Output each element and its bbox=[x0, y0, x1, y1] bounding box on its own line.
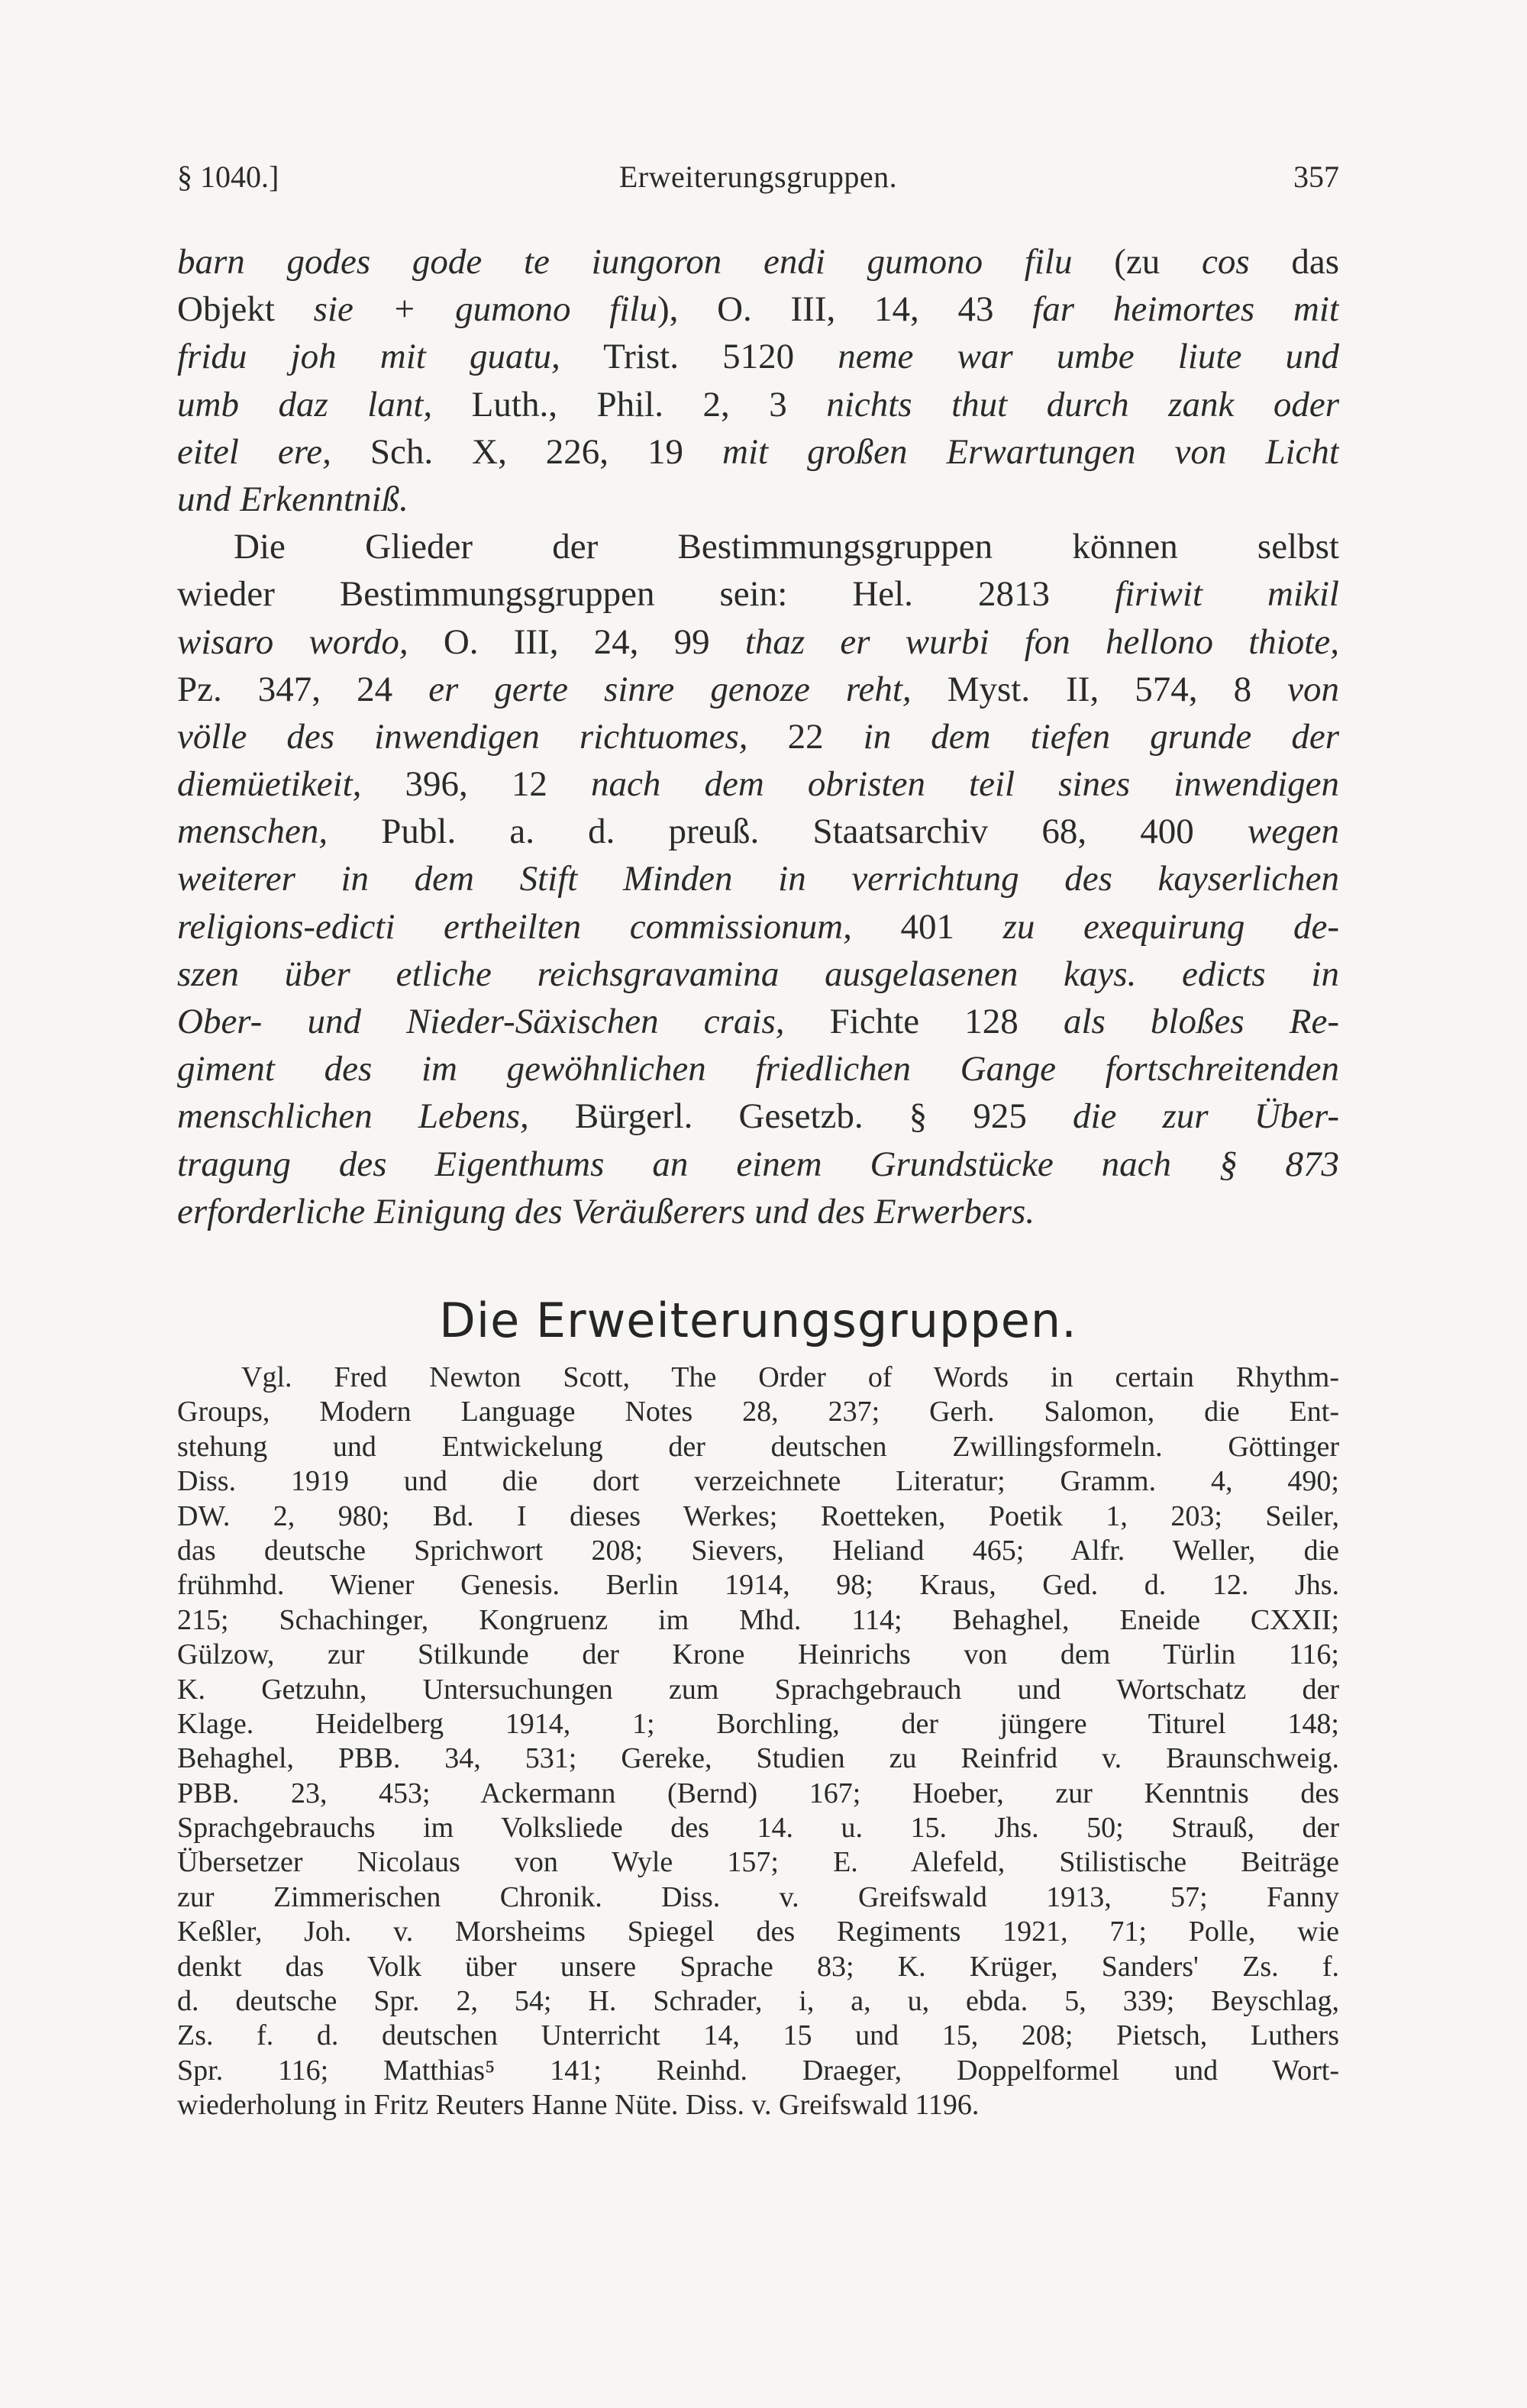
italic-quote: mit großen Erwartungen von Licht bbox=[722, 431, 1339, 472]
italic-quote: eitel ere, bbox=[177, 431, 331, 472]
text-line bbox=[177, 1188, 1339, 1235]
italic-quote: erforderliche Einigung des Veräußerers und des Erwerbers. bbox=[177, 1191, 1035, 1231]
italic-quote: cos bbox=[1201, 242, 1250, 282]
text-line bbox=[177, 713, 1339, 760]
italic-quote: giment des im gewöhnlichen friedlichen Gange fortschreitenden bbox=[177, 1049, 1339, 1089]
text-run: Fichte 128 bbox=[784, 1002, 1064, 1041]
italic-quote: fridu joh mit guatu, bbox=[177, 337, 560, 377]
text-line bbox=[177, 1093, 1339, 1140]
bibliography-line: zur Zimmerischen Chronik. Diss. v. Greifswald 1913, 57; Fanny bbox=[177, 1880, 1339, 1913]
text-run: Objekt bbox=[177, 289, 314, 330]
text-line bbox=[177, 666, 1339, 713]
bibliography-line: Klage. Heidelberg 1914, 1; Borchling, der jüngere Titurel 148; bbox=[177, 1707, 1339, 1740]
italic-quote: nach dem obristen teil sines inwendigen bbox=[591, 764, 1339, 805]
text-line bbox=[177, 1141, 1339, 1188]
bibliography-line: Behaghel, PBB. 34, 531; Gereke, Studien zu Reinfrid v. Braunschweig. bbox=[177, 1742, 1339, 1775]
bibliography-line: Diss. 1919 und die dort verzeichnete Literatur; Gramm. 4, 490; bbox=[177, 1465, 1339, 1498]
bibliography-line: Spr. 116; Matthias⁵ 141; Reinhd. Draeger, Doppelformel und Wort- bbox=[177, 2054, 1339, 2087]
italic-quote: thaz er wurbi fon hellono thiote, bbox=[744, 621, 1339, 662]
text-run: 22 bbox=[747, 716, 864, 757]
bibliography-line: denkt das Volk über unsere Sprache 83; K. Krüger, Sanders' Zs. f. bbox=[177, 1950, 1339, 1983]
text-line bbox=[177, 998, 1339, 1045]
text-line bbox=[177, 903, 1339, 951]
text-run: Pz. 347, 24 bbox=[177, 669, 429, 709]
italic-quote: menschlichen Lebens, bbox=[177, 1096, 529, 1137]
bibliography-line: DW. 2, 980; Bd. I dieses Werkes; Roetteken, Poetik 1, 203; Seiler, bbox=[177, 1499, 1339, 1532]
bibliography-line: Vgl. Fred Newton Scott, The Order of Words in certain Rhythm- bbox=[241, 1361, 1339, 1393]
text-line bbox=[177, 618, 1339, 666]
paragraph-nested-groups bbox=[177, 523, 1339, 1235]
text-line bbox=[177, 951, 1339, 998]
text-run: Die Glieder der Bestimmungsgruppen können selbst bbox=[234, 527, 1339, 567]
italic-quote: umb daz lant, bbox=[177, 384, 433, 424]
text-line bbox=[177, 760, 1339, 808]
text-run: das bbox=[1249, 242, 1339, 282]
italic-quote: wisaro wordo, bbox=[177, 621, 408, 662]
italic-quote: religions-edicti ertheilten commissionum, bbox=[177, 906, 852, 947]
text-line bbox=[177, 808, 1339, 855]
italic-quote: menschen, bbox=[177, 812, 328, 852]
text-line bbox=[177, 428, 1339, 476]
italic-quote: sie + gumono filu bbox=[313, 289, 657, 330]
bibliography-line: Zs. f. d. deutschen Unterricht 14, 15 und 15, 208; Pietsch, Luthers bbox=[177, 2019, 1339, 2052]
text-run: (zu bbox=[1072, 242, 1202, 282]
italic-quote: far heimortes mit bbox=[1032, 289, 1339, 330]
italic-quote: neme war umbe liute und bbox=[838, 337, 1339, 377]
italic-quote: weiterer in dem Stift Minden in verrichtung des kayserlichen bbox=[177, 859, 1339, 899]
italic-quote: wegen bbox=[1247, 812, 1339, 852]
bibliography-line: frühmhd. Wiener Genesis. Berlin 1914, 98; Kraus, Ged. d. 12. Jhs. bbox=[177, 1569, 1339, 1602]
italic-quote: Ober- und Nieder-Säxischen crais, bbox=[177, 1002, 785, 1041]
bibliography-line: PBB. 23, 453; Ackermann (Bernd) 167; Hoeber, zur Kenntnis des bbox=[177, 1777, 1339, 1809]
text-run: Trist. 5120 bbox=[560, 337, 838, 377]
running-header bbox=[177, 154, 1339, 200]
italic-quote: völle des inwendigen richtuomes, bbox=[177, 716, 748, 757]
text-line bbox=[177, 855, 1339, 902]
section-heading: Die Erweiterungsgruppen. bbox=[439, 1293, 1077, 1348]
italic-quote: barn godes gode te iungoron endi gumono filu bbox=[177, 242, 1073, 282]
text-run: wieder Bestimmungsgruppen sein: Hel. 2813 bbox=[177, 574, 1115, 615]
text-line bbox=[177, 570, 1339, 618]
italic-quote: diemüetikeit, bbox=[177, 764, 362, 805]
italic-quote: von bbox=[1287, 669, 1339, 709]
text-line bbox=[177, 286, 1339, 333]
text-line bbox=[177, 381, 1339, 428]
text-run: 396, 12 bbox=[361, 764, 592, 805]
running-title: Erweiterungsgruppen. bbox=[618, 160, 898, 194]
bibliography-line: 215; Schachinger, Kongruenz im Mhd. 114; Behaghel, Eneide CXXII; bbox=[177, 1603, 1339, 1636]
bibliography-line: das deutsche Sprichwort 208; Sievers, Heliand 465; Alfr. Weller, die bbox=[177, 1534, 1339, 1567]
bibliography-line: Groups, Modern Language Notes 28, 237; Gerh. Salomon, die Ent- bbox=[177, 1396, 1339, 1428]
section-reference: § 1040.] bbox=[177, 160, 279, 194]
bibliography-line: d. deutsche Spr. 2, 54; H. Schrader, i, a, u, ebda. 5, 339; Beyschlag, bbox=[177, 1985, 1339, 2018]
italic-quote: er gerte sinre genoze reht, bbox=[428, 669, 912, 709]
italic-quote: firiwit mikil bbox=[1115, 574, 1339, 615]
text-line bbox=[177, 333, 1339, 380]
paragraph-examples bbox=[177, 238, 1339, 523]
bibliography-line: wiederholung in Fritz Reuters Hanne Nüte. Diss. v. Greifswald 1196. bbox=[177, 2089, 980, 2122]
text-run: ), O. III, 14, 43 bbox=[657, 289, 1033, 330]
main-text bbox=[177, 238, 1339, 1235]
bibliography-line: stehung und Entwickelung der deutschen Zwillingsformeln. Göttinger bbox=[177, 1430, 1339, 1463]
bibliography-line: Keßler, Joh. v. Morsheims Spiegel des Regiments 1921, 71; Polle, wie bbox=[177, 1916, 1339, 1948]
text-line bbox=[177, 238, 1339, 286]
text-run: Luth., Phil. 2, 3 bbox=[432, 384, 827, 424]
italic-quote: die zur Über- bbox=[1072, 1096, 1339, 1137]
italic-quote: zu exequirung de- bbox=[1002, 906, 1339, 947]
text-run: 401 bbox=[851, 906, 1003, 947]
italic-quote: in dem tiefen grunde der bbox=[863, 716, 1339, 757]
text-run: O. III, 24, 99 bbox=[408, 621, 745, 662]
bibliography-note bbox=[177, 1361, 1339, 2123]
italic-quote: als bloßes Re- bbox=[1063, 1002, 1339, 1041]
italic-quote: tragung des Eigenthums an einem Grundstücke nach § 873 bbox=[177, 1144, 1339, 1184]
text-line bbox=[177, 476, 1339, 523]
text-run: Myst. II, 574, 8 bbox=[911, 669, 1288, 709]
text-line bbox=[177, 1045, 1339, 1093]
text-line bbox=[177, 523, 1339, 570]
text-run: Sch. X, 226, 19 bbox=[331, 431, 723, 472]
bibliography-line: Sprachgebrauchs im Volksliede des 14. u. 15. Jhs. 50; Strauß, der bbox=[177, 1812, 1339, 1845]
italic-quote: und Erkenntniß. bbox=[177, 479, 408, 519]
page-number: 357 bbox=[1293, 160, 1339, 194]
bibliography-line: Übersetzer Nicolaus von Wyle 157; E. Alefeld, Stilistische Beiträge bbox=[177, 1846, 1339, 1879]
bibliography-line: Gülzow, zur Stilkunde der Krone Heinrichs von dem Türlin 116; bbox=[177, 1638, 1339, 1671]
italic-quote: szen über etliche reichsgravamina ausgelasenen kays. edicts in bbox=[177, 954, 1339, 994]
text-run: Bürgerl. Gesetzb. § 925 bbox=[528, 1096, 1073, 1137]
italic-quote: nichts thut durch zank oder bbox=[826, 384, 1339, 424]
text-run: Publ. a. d. preuß. Staatsarchiv 68, 400 bbox=[328, 812, 1248, 852]
bibliography-line: K. Getzuhn, Untersuchungen zum Sprachgebrauch und Wortschatz der bbox=[177, 1673, 1339, 1706]
